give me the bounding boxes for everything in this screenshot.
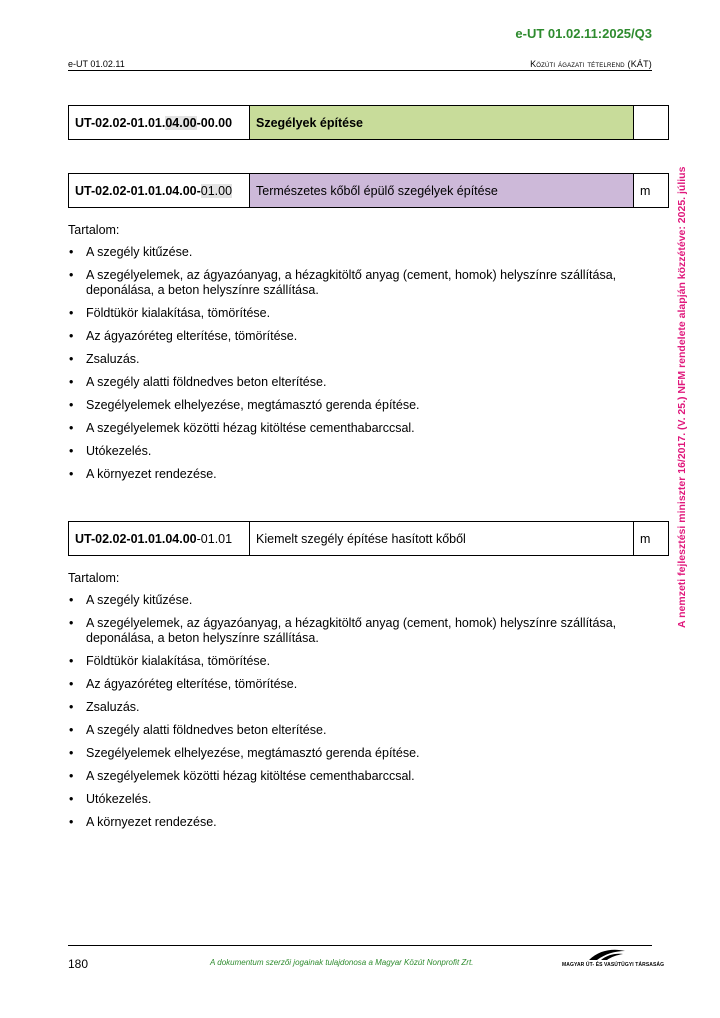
bullet-icon: •: [69, 444, 74, 458]
content-section-2: [68, 571, 658, 838]
bullet-icon: •: [69, 245, 74, 259]
list-item: • Földtükör kialakítása, tömörítése.: [69, 306, 271, 320]
side-publication-note: A nemzeti fejlesztési miniszter 16/2017. (V. 25.) NFM rendelete alapján közzétéve: 2025. július: [676, 166, 688, 628]
list-item: • A környezet rendezése.: [69, 467, 217, 481]
header-right-text: Közúti ágazati tételrend (KÁT): [530, 59, 652, 69]
list-item: • A szegélyelemek közötti hézag kitöltése cementhabarccsal.: [69, 421, 415, 435]
bullet-icon: •: [69, 723, 74, 737]
list-item: • Zsaluzás.: [69, 352, 140, 366]
list-item: • A szegélyelemek, az ágyazóanyag, a hézagkitöltő anyag (cement, homok) helyszínre szállítása, deponálása, a beton helyszínre szállítása.: [69, 616, 617, 645]
bullet-icon: •: [69, 306, 74, 320]
item-title: Kiemelt szegély építése hasított kőből: [250, 522, 634, 556]
society-logo: [562, 948, 665, 968]
header-divider: [68, 70, 652, 71]
item-row-szegelyek: [68, 105, 669, 140]
bullet-icon: •: [69, 677, 74, 691]
list-item: • Utókezelés.: [69, 792, 152, 806]
bullet-icon: •: [69, 593, 74, 607]
copyright-note: A dokumentum szerzői jogainak tulajdonosa a Magyar Közút Nonprofit Zrt.: [210, 958, 474, 967]
bullet-icon: •: [69, 815, 74, 829]
list-item: • Utókezelés.: [69, 444, 152, 458]
item-title: Szegélyek építése: [250, 106, 634, 140]
list-item: • A környezet rendezése.: [69, 815, 217, 829]
section-heading: Tartalom:: [68, 571, 120, 585]
bullet-icon: •: [69, 268, 74, 282]
bullet-icon: •: [69, 616, 74, 630]
bullet-icon: •: [69, 375, 74, 389]
bullet-icon: •: [69, 700, 74, 714]
list-item: • A szegélyelemek, az ágyazóanyag, a hézagkitöltő anyag (cement, homok) helyszínre szállítása, deponálása, a beton helyszínre szállítása.: [69, 268, 617, 297]
item-title: Természetes kőből épülő szegélyek építése: [250, 174, 634, 208]
page-number: 180: [68, 957, 89, 971]
item-unit: m: [634, 174, 669, 208]
content-section-1: [68, 223, 658, 490]
bullet-icon: •: [69, 467, 74, 481]
item-unit: m: [634, 522, 669, 556]
item-code: UT-02.02-01.01.04.00-01.01: [69, 522, 250, 556]
item-unit: [634, 106, 669, 140]
document-code: e-UT 01.02.11:2025/Q3: [515, 26, 652, 41]
bullet-icon: •: [69, 352, 74, 366]
bullet-icon: •: [69, 398, 74, 412]
list-item: • Az ágyazóréteg elterítése, tömörítése.: [69, 677, 298, 691]
list-item: • A szegély alatti földnedves beton elterítése.: [69, 723, 327, 737]
item-row-termeszetes-ko: [68, 173, 669, 208]
bullet-icon: •: [69, 792, 74, 806]
list-item: • Szegélyelemek elhelyezése, megtámasztó gerenda építése.: [69, 746, 420, 760]
item-row-kiemelt-szegely: [68, 521, 669, 556]
section-heading: Tartalom:: [68, 223, 120, 237]
logo-text: MAGYAR ÚT- ÉS VASÚTÜGYI TÁRSASÁG: [562, 962, 665, 968]
list-item: • A szegély kitűzése.: [69, 593, 193, 607]
list-item: • A szegély kitűzése.: [69, 245, 193, 259]
header-left-text: e-UT 01.02.11: [68, 59, 125, 69]
list-item: • Földtükör kialakítása, tömörítése.: [69, 654, 271, 668]
bullet-icon: •: [69, 421, 74, 435]
list-item: • Zsaluzás.: [69, 700, 140, 714]
bullet-icon: •: [69, 746, 74, 760]
bullet-icon: •: [69, 329, 74, 343]
content-list: [68, 593, 658, 830]
bullet-icon: •: [69, 769, 74, 783]
list-item: • A szegély alatti földnedves beton elterítése.: [69, 375, 327, 389]
list-item: • Szegélyelemek elhelyezése, megtámasztó gerenda építése.: [69, 398, 420, 412]
footer-divider: [68, 945, 652, 946]
bullet-icon: •: [69, 654, 74, 668]
list-item: • A szegélyelemek közötti hézag kitöltése cementhabarccsal.: [69, 769, 415, 783]
content-list: [68, 245, 658, 482]
item-code: UT-02.02-01.01.04.00-00.00: [69, 106, 250, 140]
item-code: UT-02.02-01.01.04.00-01.00: [69, 174, 250, 208]
list-item: • Az ágyazóréteg elterítése, tömörítése.: [69, 329, 298, 343]
road-swoosh-icon: [587, 948, 627, 962]
